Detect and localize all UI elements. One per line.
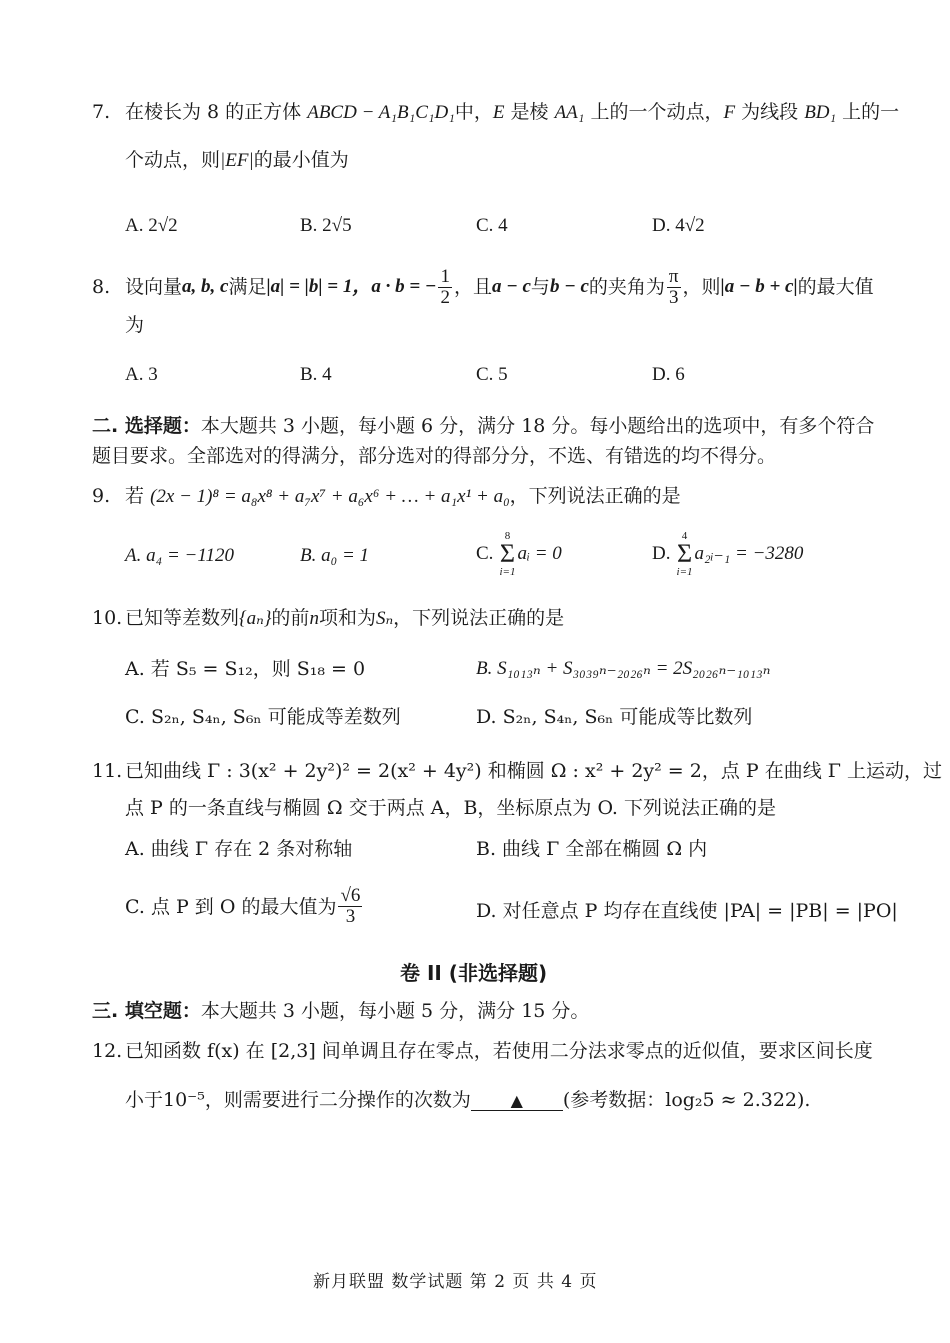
q9-option-c xyxy=(476,530,562,578)
q10-text: ，下列说法正确的是 xyxy=(393,607,565,629)
q8-fraction-pi xyxy=(667,267,681,308)
q11-fraction xyxy=(338,886,362,927)
q7-option-d: D. 4√2 xyxy=(652,215,705,236)
sum-lower: i=1 xyxy=(676,566,693,578)
q7-BD1: BD₁ xyxy=(804,102,837,123)
q9-option-a: A. a₄ = −1120 xyxy=(125,545,234,566)
q8-number: 8. xyxy=(92,276,111,298)
q11-frac-num: √6 xyxy=(340,885,361,906)
q7-text: 在棱长为 8 的正方体 xyxy=(125,101,302,123)
section2-heading: 二. 选择题： xyxy=(92,415,201,437)
section2-text: 本大题共 3 小题，每小题 6 分，满分 18 分。每小题给出的选项中，有多个符合 xyxy=(200,415,875,437)
q12-text: 小于10⁻⁵，则需要进行二分操作的次数为 xyxy=(125,1089,471,1111)
q12-text: (参考数据：log₂5 ≈ 2.322). xyxy=(562,1089,811,1111)
q9-text: 若 xyxy=(125,485,145,507)
q7-line2 xyxy=(125,148,349,173)
q8-frac-num: π xyxy=(668,265,679,287)
q12-line1: 已知函数 f(x) 在 [2,3] 间单调且存在零点，若使用二分法求零点的近似值，要求区间长度 xyxy=(125,1040,873,1062)
q9-number: 9. xyxy=(92,485,111,507)
q10-text: 项和为 xyxy=(318,607,376,629)
q7-EF: |EF| xyxy=(220,150,254,171)
q7-E: E xyxy=(492,102,505,123)
q11-option-a: A. 曲线 Γ 存在 2 条对称轴 xyxy=(125,838,353,860)
q7-cube: ABCD − A₁B₁C₁D₁ xyxy=(307,102,455,123)
q11-line2: 点 P 的一条直线与椭圆 Ω 交于两点 A，B，坐标原点为 O. 下列说法正确的是 xyxy=(125,797,777,819)
q8-text: 的夹角为 xyxy=(588,276,665,298)
q7-F: F xyxy=(723,102,736,123)
q7-option-a: A. 2√2 xyxy=(125,215,178,236)
triangle-icon: ▲ xyxy=(510,1091,523,1110)
sum-upper: 4 xyxy=(681,530,688,542)
section2-line1 xyxy=(92,414,874,438)
q9-option-b: B. a₀ = 1 xyxy=(300,545,370,566)
q7-text: 是棱 xyxy=(510,101,549,123)
section2-line2: 题目要求。全部选对的得满分，部分选对的得部分分，不选、有错选的均不得分。 xyxy=(92,445,777,467)
q10-line1 xyxy=(125,606,564,631)
q8-text: ，则 xyxy=(682,276,721,298)
q7-text: 上的一个动点， xyxy=(590,101,724,123)
q8-expression: |a − b + c| xyxy=(720,276,798,297)
q8-condition-norm: |a| = |b| = 1， xyxy=(266,276,372,297)
q10-option-a: A. 若 S₅ = S₁₂，则 S₁₈ = 0 xyxy=(125,658,366,680)
q8-text: 满足 xyxy=(228,276,267,298)
section3-line xyxy=(92,999,589,1023)
q7-AA1: AA₁ xyxy=(554,102,585,123)
q9-option-d-label: D. xyxy=(652,543,671,564)
q11-option-d: D. 对任意点 P 均存在直线使 |PA| = |PB| = |PO| xyxy=(476,900,898,922)
q9-formula: (2x − 1)⁸ = a₈x⁸ + a₇x⁷ + a₆x⁶ + … + a₁x¹ + a₀ xyxy=(150,486,510,507)
q7-text: 为线段 xyxy=(741,101,799,123)
q8-vec-a-minus-c: a − c xyxy=(491,276,531,297)
q12-number: 12. xyxy=(92,1040,123,1062)
q7-text: 个动点，则 xyxy=(125,149,221,171)
q10-Sn: Sₙ xyxy=(375,608,394,629)
part2-title: 卷 II (非选择题) xyxy=(400,961,548,985)
q8-option-a: A. 3 xyxy=(125,364,158,385)
q11-number: 11. xyxy=(92,760,123,782)
q10-number: 10. xyxy=(92,607,123,629)
q8-vectors: a, b, c xyxy=(182,276,229,297)
q11-option-b: B. 曲线 Γ 全部在椭圆 Ω 内 xyxy=(476,838,708,860)
q10-option-d: D. S₂ₙ, S₄ₙ, S₆ₙ 可能成等比数列 xyxy=(476,706,753,728)
summation-icon: 4 Σ i=1 xyxy=(676,530,693,578)
q9-line1 xyxy=(125,484,681,509)
q11-line1: 已知曲线 Γ : 3(x² + 2y²)² = 2(x² + 4y²) 和椭圆 Ω : x² + 2y² = 2，点 P 在曲线 Γ 上运动，过 xyxy=(125,760,942,782)
section3-heading: 三. 填空题： xyxy=(92,1000,201,1022)
q9-option-d-expr: a₂ᵢ₋₁ = −3280 xyxy=(694,543,804,564)
q8-text: ，且 xyxy=(453,276,492,298)
q8-frac-num: 1 xyxy=(440,265,450,287)
q7-number: 7. xyxy=(92,101,111,123)
q7-option-c: C. 4 xyxy=(476,215,508,236)
q7-text: 中， xyxy=(454,101,493,123)
q9-text: ，下列说法正确的是 xyxy=(509,485,681,507)
q8-vec-b-minus-c: b − c xyxy=(549,276,589,297)
q11-option-c-text: C. 点 P 到 O 的最大值为 xyxy=(125,895,337,918)
q12-line2 xyxy=(125,1088,810,1112)
sum-upper: 8 xyxy=(504,530,511,542)
q8-option-d: D. 6 xyxy=(652,364,685,385)
q8-text: 的最大值 xyxy=(797,276,874,298)
q9-option-c-expr: aᵢ = 0 xyxy=(517,543,562,564)
q10-n: n xyxy=(309,608,319,629)
answer-blank[interactable] xyxy=(471,1092,563,1111)
q9-option-c-label: C. xyxy=(476,543,494,564)
q10-sequence: {aₙ} xyxy=(239,608,272,629)
q8-fraction-half xyxy=(438,267,452,308)
q7-line1 xyxy=(125,100,899,125)
summation-icon: 8 Σ i=1 xyxy=(499,530,516,578)
section3-text: 本大题共 3 小题，每小题 5 分，满分 15 分。 xyxy=(200,1000,590,1022)
q8-text: 设向量 xyxy=(125,276,183,298)
q8-line1 xyxy=(125,262,874,312)
q8-text: 与 xyxy=(530,276,550,298)
q10-text: 已知等差数列 xyxy=(125,607,240,629)
q8-condition-dot: a · b = − xyxy=(371,276,437,297)
q11-option-c xyxy=(125,886,364,927)
q7-text: 的最小值为 xyxy=(253,149,349,171)
page-footer: 新月联盟 数学试题 第 2 页 共 4 页 xyxy=(313,1272,598,1292)
q8-option-b: B. 4 xyxy=(300,364,332,385)
q7-option-b: B. 2√5 xyxy=(300,215,352,236)
q10-text: 的前 xyxy=(271,607,310,629)
q8-frac-den: 2 xyxy=(440,286,450,308)
q7-text: 上的一 xyxy=(842,101,900,123)
q8-frac-den: 3 xyxy=(668,286,679,308)
q11-frac-den: 3 xyxy=(345,906,356,927)
q9-option-d xyxy=(652,530,803,578)
q10-option-b: B. S₁₀₁₃ₙ + S₃₀₃₉ₙ₋₂₀₂₆ₙ = 2S₂₀₂₆ₙ₋₁₀₁₃ₙ xyxy=(476,658,771,679)
q10-option-c: C. S₂ₙ, S₄ₙ, S₆ₙ 可能成等差数列 xyxy=(125,706,401,728)
q8-option-c: C. 5 xyxy=(476,364,508,385)
sum-lower: i=1 xyxy=(499,566,516,578)
q8-line2: 为 xyxy=(125,314,145,336)
